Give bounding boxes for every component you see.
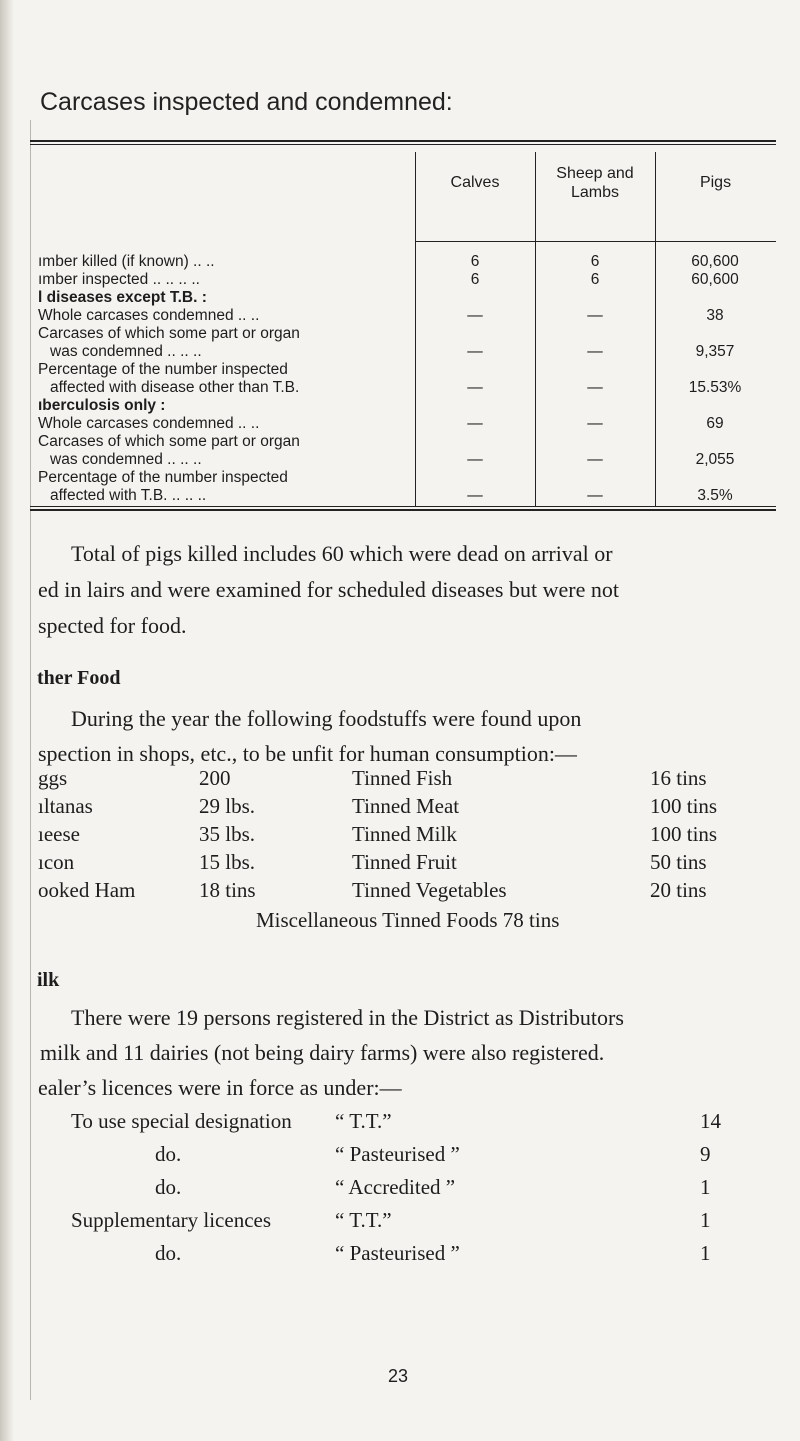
table-row-label: was condemned .. .. .. [50, 451, 202, 468]
food-name: Tinned Meat [352, 794, 460, 818]
table-cell-sheep: — [587, 487, 603, 504]
table-cell-calves: 6 [470, 271, 480, 288]
table-cell-sheep: — [587, 379, 603, 396]
table-row-label: affected with T.B. .. .. .. [50, 487, 207, 504]
misc-tinned-foods: Miscellaneous Tinned Foods 78 tins [256, 908, 560, 932]
table-cell-calves: — [467, 487, 483, 504]
column-header-calves: Calves [450, 174, 500, 191]
paragraph-line: ealer’s licences were in force as under:— [38, 1075, 402, 1100]
food-name: Tinned Vegetables [352, 878, 507, 902]
table-cell-sheep: — [587, 307, 603, 324]
column-header-pigs: Pigs [699, 174, 732, 191]
table-rule [30, 140, 776, 142]
table-cell-sheep: — [587, 415, 603, 432]
licence-count: 1 [700, 1208, 711, 1232]
food-name: Tinned Fish [352, 766, 453, 790]
table-rule [30, 509, 776, 511]
table-row-label: Percentage of the number inspected [38, 469, 288, 486]
table-row-label: ıberculosis only : [38, 397, 166, 414]
licence-designation: “ T.T.” [335, 1109, 392, 1133]
table-cell-sheep: — [587, 343, 603, 360]
licence-designation: “ Accredited ” [335, 1175, 456, 1199]
column-header-sheep: Sheep and Lambs [556, 165, 634, 201]
table-row-label: Carcases of which some part or organ [38, 433, 300, 450]
paragraph-line: spection in shops, etc., to be unfit for human consumption:— [38, 741, 577, 766]
table-row-label: Carcases of which some part or organ [38, 325, 300, 342]
licence-designation: “ Pasteurised ” [335, 1142, 460, 1166]
food-name: Tinned Milk [352, 822, 457, 846]
licence-type: Supplementary licences [71, 1208, 272, 1232]
food-name: ooked Ham [38, 878, 136, 902]
food-quantity: 50 tins [650, 850, 707, 874]
table-cell-sheep: — [587, 451, 603, 468]
food-name: ggs [38, 766, 68, 790]
table-cell-pigs: 9,357 [695, 343, 735, 360]
table-rule [415, 241, 776, 242]
table-row-label: l diseases except T.B. : [38, 289, 207, 306]
table-row-label: Whole carcases condemned .. .. [38, 307, 260, 324]
licence-count: 9 [700, 1142, 711, 1166]
table-cell-pigs: 60,600 [691, 253, 739, 270]
table-cell-calves: — [467, 307, 483, 324]
page-number: 23 [388, 1366, 409, 1386]
food-name: ıltanas [38, 794, 93, 818]
table-row-label: Whole carcases condemned .. .. [38, 415, 260, 432]
table-row-label: ımber inspected .. .. .. .. [38, 271, 200, 288]
table-cell-sheep: 6 [590, 253, 600, 270]
paragraph-line: There were 19 persons registered in the District as Distributors [71, 1005, 624, 1030]
table-rule [30, 506, 776, 507]
table-cell-calves: — [467, 415, 483, 432]
table-cell-sheep: 6 [590, 271, 600, 288]
section-title-milk: ilk [37, 969, 60, 991]
food-quantity: 16 tins [650, 766, 707, 790]
food-name: ıcon [38, 850, 75, 874]
page-edge-shadow [0, 0, 14, 1441]
table-row-label: was condemned .. .. .. [50, 343, 202, 360]
food-quantity: 35 lbs. [199, 822, 256, 846]
section-title-other-food: ther Food [37, 667, 121, 689]
paragraph-line: ed in lairs and were examined for scheduled diseases but were not [38, 577, 619, 602]
table-cell-pigs: 60,600 [691, 271, 739, 288]
food-name: ıeese [38, 822, 80, 846]
licence-type: do. [155, 1142, 182, 1166]
table-row-label: Percentage of the number inspected [38, 361, 288, 378]
food-quantity: 20 tins [650, 878, 707, 902]
table-cell-pigs: 15.53% [688, 379, 742, 396]
table-row-label: ımber killed (if known) .. .. [38, 253, 215, 270]
food-quantity: 200 [199, 766, 231, 790]
food-quantity: 15 lbs. [199, 850, 256, 874]
licence-type: do. [155, 1175, 182, 1199]
table-cell-pigs: 3.5% [697, 487, 733, 504]
food-quantity: 18 tins [199, 878, 256, 902]
carcases-table [30, 140, 776, 510]
page-heading: Carcases inspected and condemned: [40, 88, 453, 116]
table-row-label: affected with disease other than T.B. [50, 379, 300, 396]
licence-type: To use special designation [71, 1109, 292, 1133]
paragraph-line: During the year the following foodstuffs were found upon [71, 706, 582, 731]
table-cell-calves: — [467, 451, 483, 468]
licence-count: 1 [700, 1241, 711, 1265]
paragraph-line: milk and 11 dairies (not being dairy farms) were also registered. [40, 1040, 605, 1065]
paragraph-line: spected for food. [38, 613, 187, 638]
food-name: Tinned Fruit [352, 850, 457, 874]
licence-designation: “ T.T.” [335, 1208, 392, 1232]
food-quantity: 29 lbs. [199, 794, 256, 818]
food-quantity: 100 tins [650, 822, 718, 846]
food-quantity: 100 tins [650, 794, 718, 818]
licence-count: 14 [700, 1109, 721, 1133]
table-cell-pigs: 38 [706, 307, 724, 324]
table-cell-pigs: 2,055 [695, 451, 735, 468]
licence-count: 1 [700, 1175, 711, 1199]
table-cell-calves: — [467, 379, 483, 396]
paragraph-line: Total of pigs killed includes 60 which were dead on arrival or [71, 541, 613, 566]
table-rule [30, 144, 776, 145]
licence-designation: “ Pasteurised ” [335, 1241, 460, 1265]
licence-type: do. [155, 1241, 182, 1265]
table-cell-calves: 6 [470, 253, 480, 270]
table-cell-pigs: 69 [706, 415, 724, 432]
table-cell-calves: — [467, 343, 483, 360]
